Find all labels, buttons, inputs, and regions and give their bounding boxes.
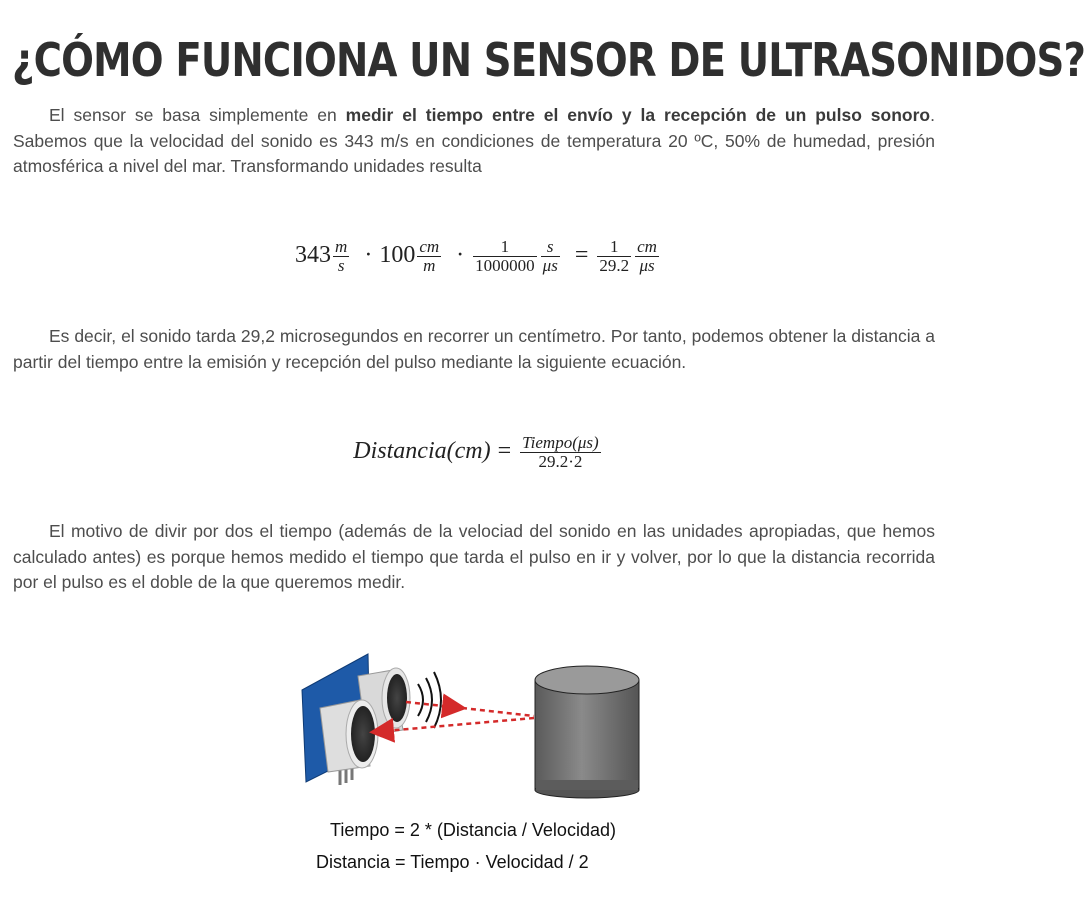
paragraph-reason [13,519,935,596]
eq1-dot: · [364,241,373,268]
formula-distance-caption: Distancia = Tiempo · Velocidad / 2 [316,852,589,872]
outgoing-pulse-arrow [406,702,462,708]
eq1-result-fraction: $\frac{1}{29.2}$ [599,237,630,275]
target-cylinder [535,666,639,798]
intro-bold-text: medir el tiempo entre el envío y la recepción de un pulso sonoro [345,105,931,125]
eq1-unit-cm-per-us: $\frac{cm}{\mu s}$ [637,237,657,275]
eq1-one-over-million: $\frac{1}{1000000}$ [475,237,535,275]
eq1-unit-cm-per-m: $\frac{cm}{m}$ [419,237,440,275]
paragraph-intro [13,103,935,180]
ultrasonic-sensor-figure [298,640,648,800]
reason-text: El motivo de divir por dos el tiempo (además de la velociad del sonido en las unidades apropiadas, que hemos calculado antes) es porque hemos medido el tiempo que tarda el pulso en ir y volver, por lo que la distancia recorrida por el pulso es el doble de la que queremos medir. [13,521,935,592]
eq1-value-100: 100 [379,241,416,268]
eq1-equals: = [574,241,589,268]
eq2-fraction: $\frac{\text{Tiempo(μs)}}{29.2\cdot 2}$ [522,433,599,471]
intro-text-start: El sensor se basa simplemente en [49,105,346,125]
eq1-value-343: 343 [295,241,332,268]
formula-time-caption: Tiempo = 2 * (Distancia / Velocidad) [330,820,616,840]
eq1-unit-m-per-s: $\frac{m}{s}$ [335,237,348,275]
equation-distance [0,434,956,471]
equation-speed-conversion [0,238,956,275]
eq2-lhs: Distancia(cm) [353,437,491,464]
eq1-dot: · [456,241,465,268]
transducer-lower [320,700,378,772]
explanation-text: Es decir, el sonido tarda 29,2 microsegundos en recorrer un centímetro. Por tanto, podemos obtener la distancia a partir del tiempo entre la emisión y recepción del pulso mediante la siguiente ecuación. [13,326,935,372]
eq2-equals: = [497,437,512,464]
page-title: ¿CÓMO FUNCIONA UN SENSOR DE ULTRASONIDOS? [12,33,1085,87]
paragraph-explanation [13,324,935,375]
eq1-unit-s-per-us: $\frac{s}{\mu s}$ [542,237,558,275]
intro-text-end: . Sabemos que la velocidad del sonido es 343 m/s en condiciones de temperatura 20 ºC, 50% de humedad, presión atmosférica a nivel del mar. Transformando unidades resulta [13,105,935,176]
